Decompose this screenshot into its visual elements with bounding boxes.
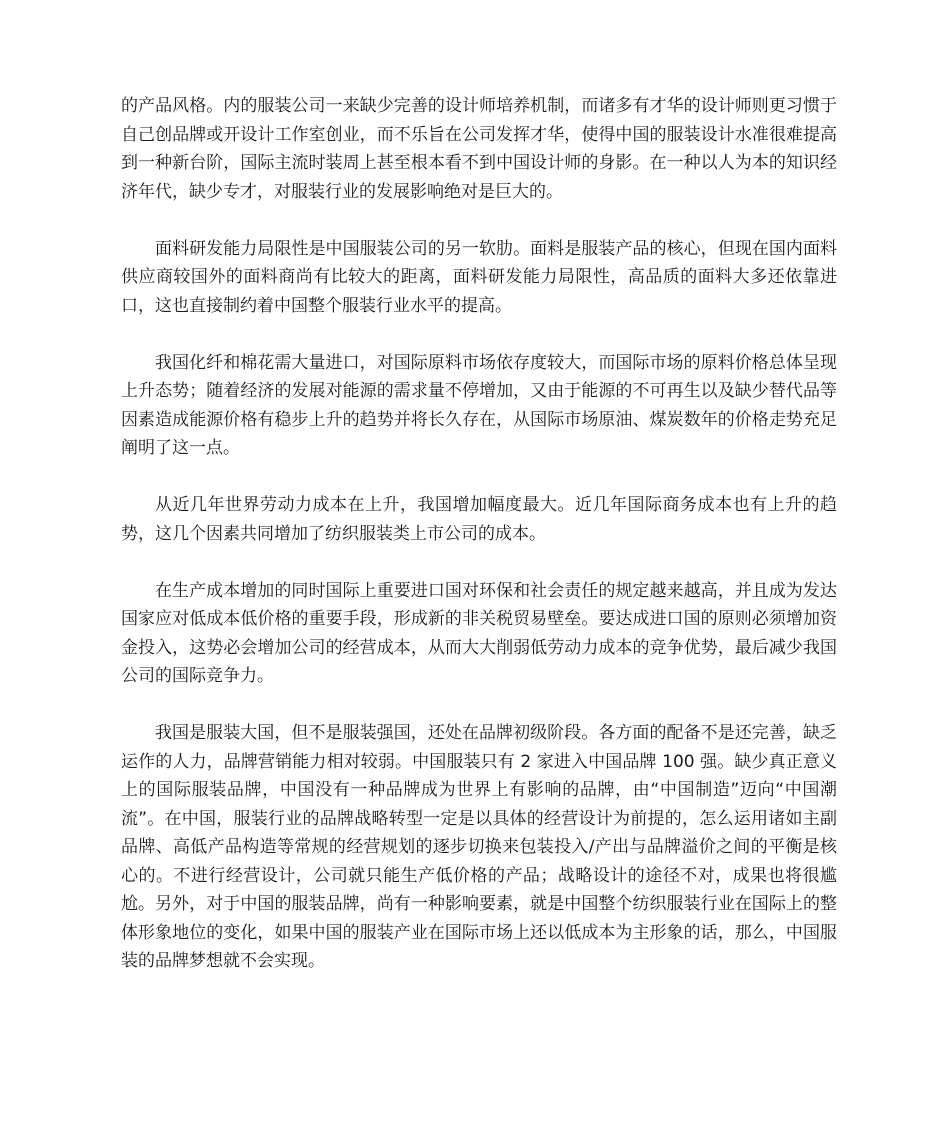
paragraph-2: 面料研发能力局限性是中国服装公司的另一软肋。面料是服装产品的核心，但现在国内面料供应商较国外的面料商尚有比较大的距离，面料研发能力局限性，高品质的面料大多还依靠进口，这也直接制约着中国整个服装行业水平的提高。 <box>121 238 837 316</box>
paragraph-1: 的产品风格。内的服装公司一来缺少完善的设计师培养机制，而诸多有才华的设计师则更习惯于自己创品牌或开设计工作室创业，而不乐旨在公司发挥才华，使得中国的服装设计水准很难提高到一种新台阶，国际主流时装周上甚至根本看不到中国设计师的身影。在一种以人为本的知识经济年代，缺少专才，对服装行业的发展影响绝对是巨大的。 <box>121 96 837 202</box>
paragraph-6: 我国是服装大国，但不是服装强国，还处在品牌初级阶段。各方面的配备不是还完善，缺乏运作的人力，品牌营销能力相对较弱。中国服装只有 2 家进入中国品牌 100 强。缺少真正意义上的国际服装品牌，中国没有一种品牌成为世界上有影响的品牌，由“中国制造”迈向“中国潮流”。在中国，服装行业的品牌战略转型一定是以具体的经营设计为前提的，怎么运用诸如主副品牌、高低产品构造等常规的经营规划的逐步切换来包装投入/产出与品牌溢价之间的平衡是核心的。不进行经营设计，公司就只能生产低价格的产品；战略设计的途径不对，成果也将很尴尬。另外，对于中国的服装品牌，尚有一种影响要素，就是中国整个纺织服装行业在国际上的整体形象地位的变化，如果中国的服装产业在国际市场上还以低成本为主形象的话，那么，中国服装的品牌梦想就不会实现。 <box>121 723 837 971</box>
paragraph-4: 从近几年世界劳动力成本在上升，我国增加幅度最大。近几年国际商务成本也有上升的趋势，这几个因素共同增加了纺织服装类上市公司的成本。 <box>121 495 837 544</box>
document-page <box>121 92 837 1004</box>
paragraph-3: 我国化纤和棉花需大量进口，对国际原料市场依存度较大，而国际市场的原料价格总体呈现上升态势；随着经济的发展对能源的需求量不停增加，又由于能源的不可再生以及缺少替代品等因素造成能源价格有稳步上升的趋势并将长久存在，从国际市场原油、煤炭数年的价格走势充足阐明了这一点。 <box>121 352 837 458</box>
paragraph-5: 在生产成本增加的同时国际上重要进口国对环保和社会责任的规定越来越高，并且成为发达国家应对低成本低价格的重要手段，形成新的非关税贸易壁垒。要达成进口国的原则必须增加资金投入，这势必会增加公司的经营成本，从而大大削弱低劳动力成本的竞争优势，最后减少我国公司的国际竞争力。 <box>121 580 837 686</box>
